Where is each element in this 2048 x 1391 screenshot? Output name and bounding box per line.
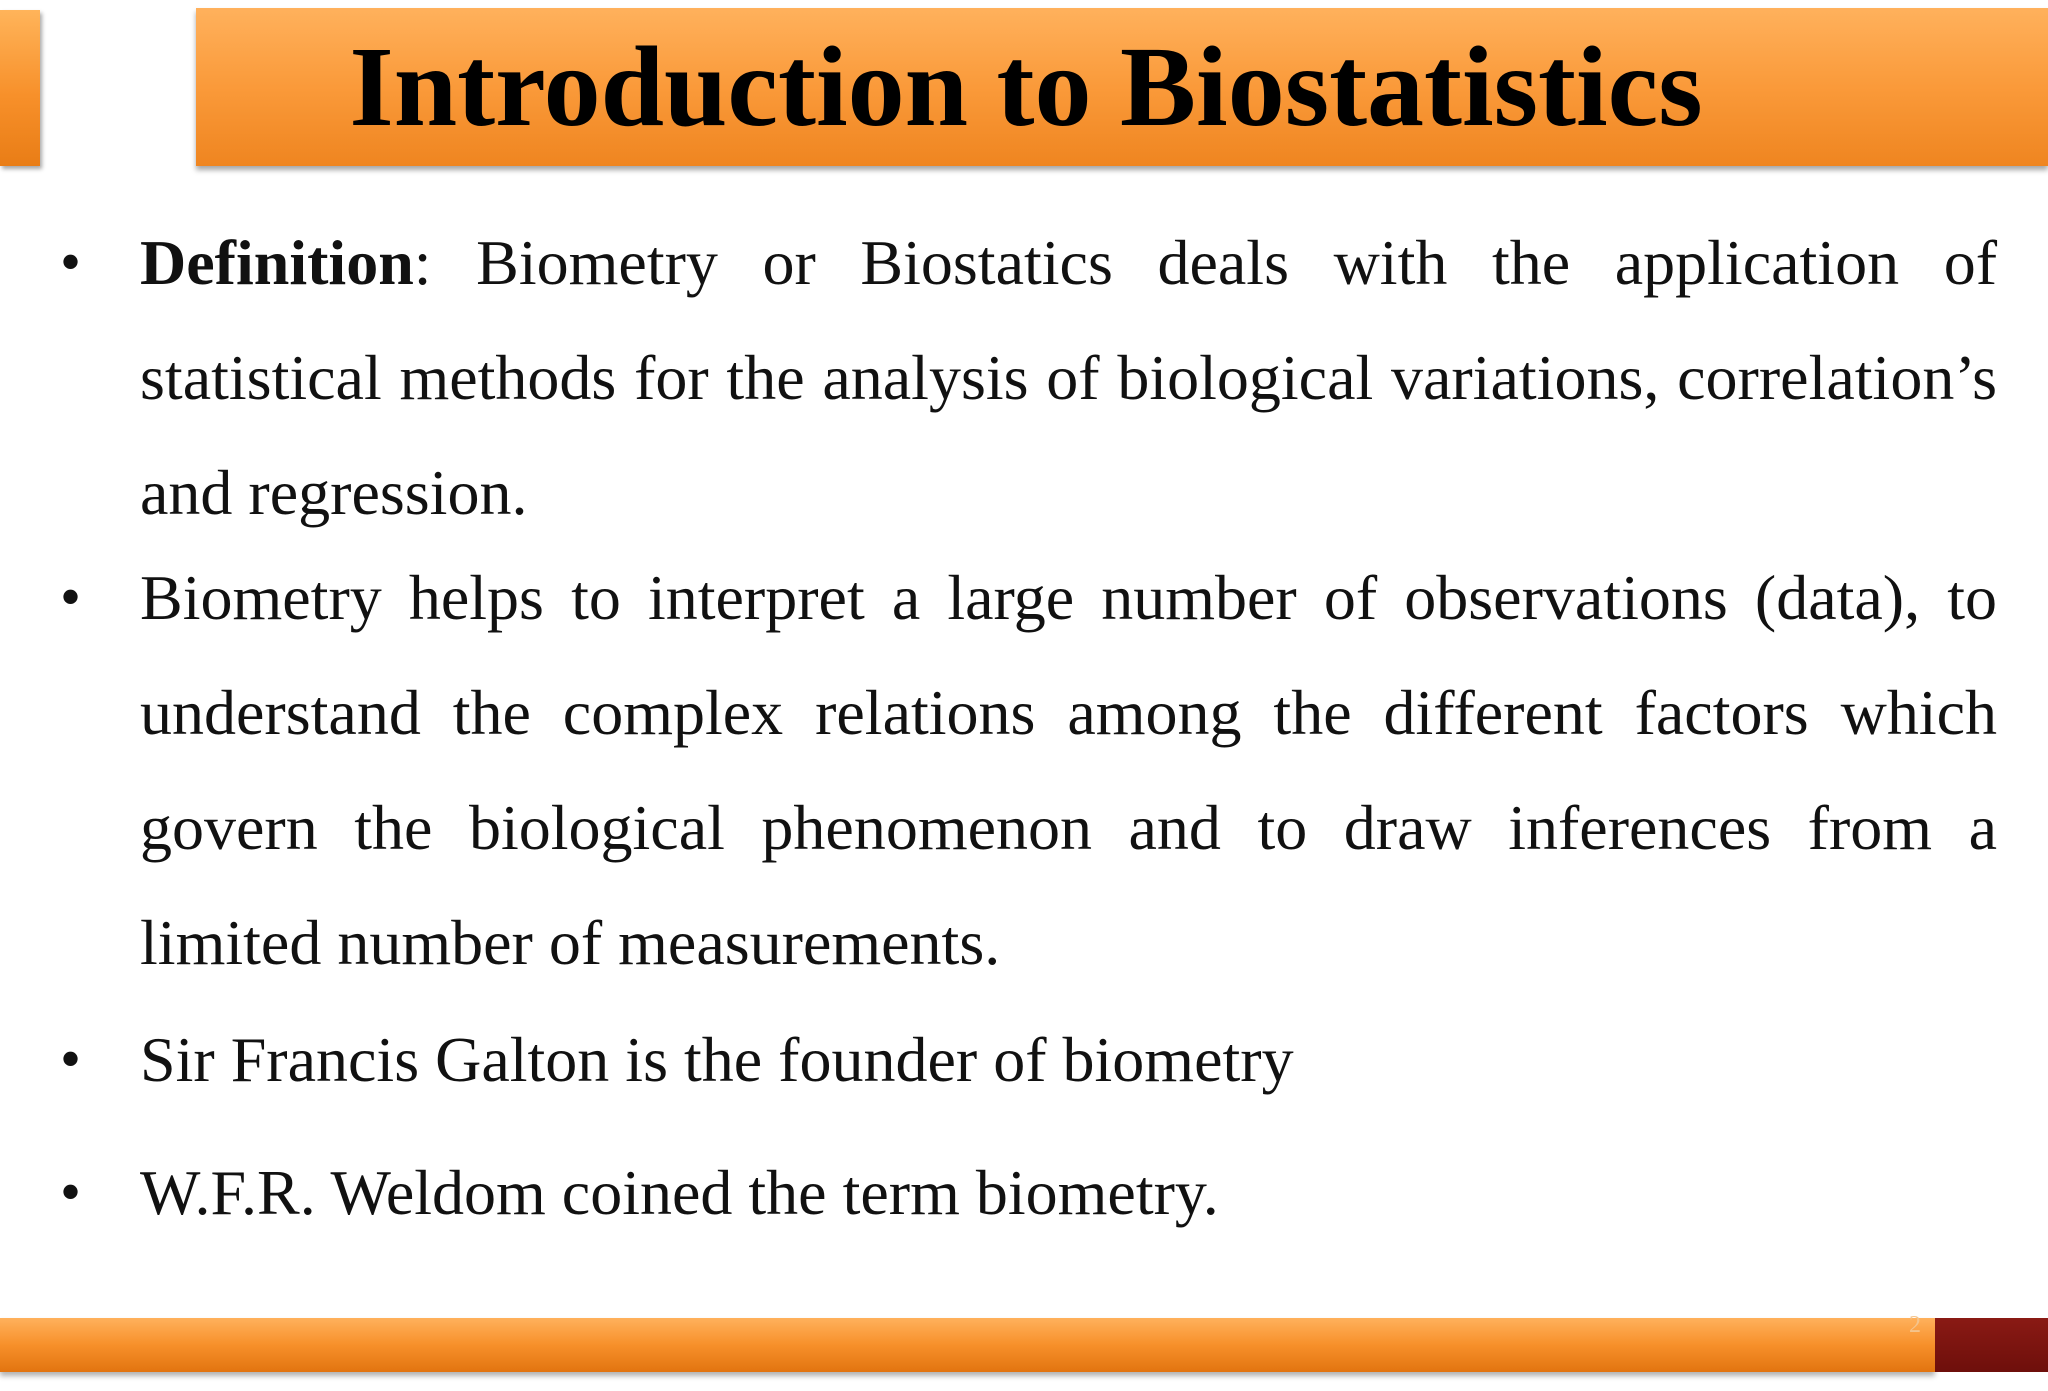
bullet-dot: • — [60, 229, 82, 295]
bullet-text: W.F.R. Weldom coined the term biometry. — [140, 1157, 1219, 1228]
bullet-dot: • — [60, 1159, 82, 1225]
bullet-text: Biometry helps to interpret a large number of observations (data), to understand the complex relations among the different factors which govern the biological phenomenon and to draw inferences from a limited number of measurements. — [140, 562, 1997, 978]
footer-bar — [0, 1318, 1935, 1372]
definition-text: : Biometry or Biostatics deals with the application of statistical methods for the analysis of biological variations, correlation’s and regression. — [140, 227, 1997, 528]
footer-corner-block — [1935, 1318, 2048, 1372]
title-banner — [196, 8, 2048, 166]
slide-number: 2 — [1909, 1312, 1921, 1338]
bullet-item-definition — [60, 205, 1997, 550]
bullet-list — [60, 205, 1997, 1250]
definition-term: Definition — [140, 227, 414, 298]
bullet-dot: • — [60, 1026, 82, 1092]
bullet-item-biometry-helps — [60, 540, 1997, 1000]
bullet-dot: • — [60, 564, 82, 630]
left-accent-tab — [0, 10, 40, 166]
slide-title: Introduction to Biostatistics — [349, 23, 1703, 150]
bullet-text: Sir Francis Galton is the founder of biometry — [140, 1024, 1294, 1095]
bullet-item-weldom — [60, 1135, 1997, 1250]
bullet-item-galton — [60, 1002, 1997, 1117]
